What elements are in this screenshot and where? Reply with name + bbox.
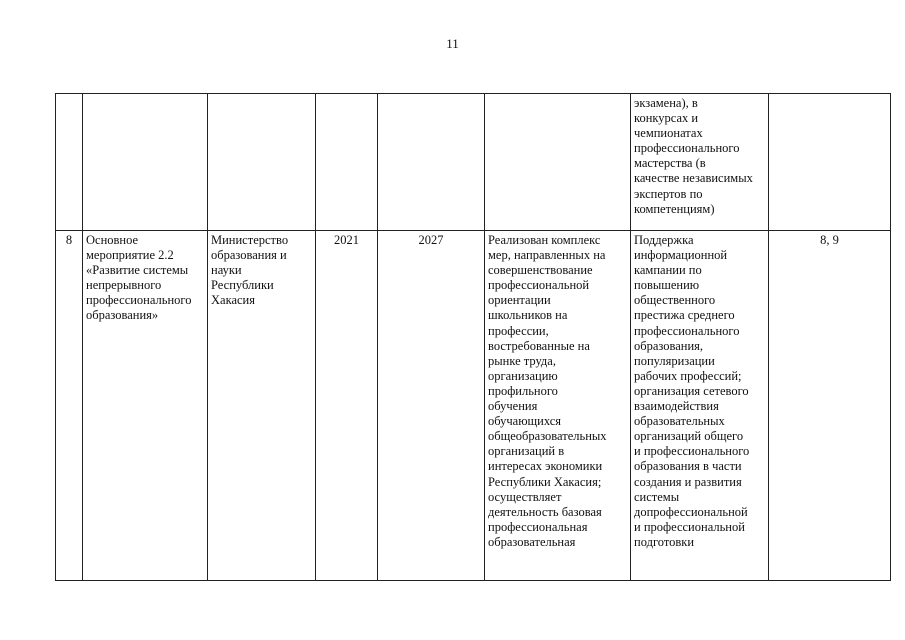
cell-start-year: 2021 bbox=[316, 231, 378, 581]
cell-result: Реализован комплекс мер, направленных на совершенствование профессиональной ориентации школьников на профессии, востребованные на рынке труда, организацию профильного обучения обучающихся общеобразовательных организаций в интересах экономики Республики Хакасия; осуществляет деятельность базовая профессиональная образовательная bbox=[485, 231, 631, 581]
cell-measure: Основное мероприятие 2.2 «Развитие системы непрерывного профессионального образования» bbox=[83, 231, 208, 581]
cell-measure bbox=[83, 94, 208, 231]
cell-executor: Министерство образования и науки Республики Хакасия bbox=[208, 231, 316, 581]
table-row-continuation bbox=[56, 94, 891, 231]
cell-number bbox=[56, 94, 83, 231]
cell-end-year bbox=[378, 94, 485, 231]
cell-indicators: 8, 9 bbox=[769, 231, 891, 581]
table-row-8 bbox=[56, 231, 891, 581]
cell-directions: экзамена), в конкурсах и чемпионатах профессионального мастерства (в качестве независимых экспертов по компетенциям) bbox=[631, 94, 769, 231]
cell-result bbox=[485, 94, 631, 231]
page-number: 11 bbox=[446, 36, 459, 51]
program-measures-table bbox=[55, 93, 891, 581]
cell-directions: Поддержка информационной кампании по повышению общественного престижа среднего профессионального образования, популяризации рабочих профессий; организация сетевого взаимодействия образовательных организаций общего и профессионального образования в части создания и развития системы допрофессиональной и профессиональной подготовки bbox=[631, 231, 769, 581]
cell-start-year bbox=[316, 94, 378, 231]
cell-number: 8 bbox=[56, 231, 83, 581]
cell-executor bbox=[208, 94, 316, 231]
cell-end-year: 2027 bbox=[378, 231, 485, 581]
cell-indicators bbox=[769, 94, 891, 231]
